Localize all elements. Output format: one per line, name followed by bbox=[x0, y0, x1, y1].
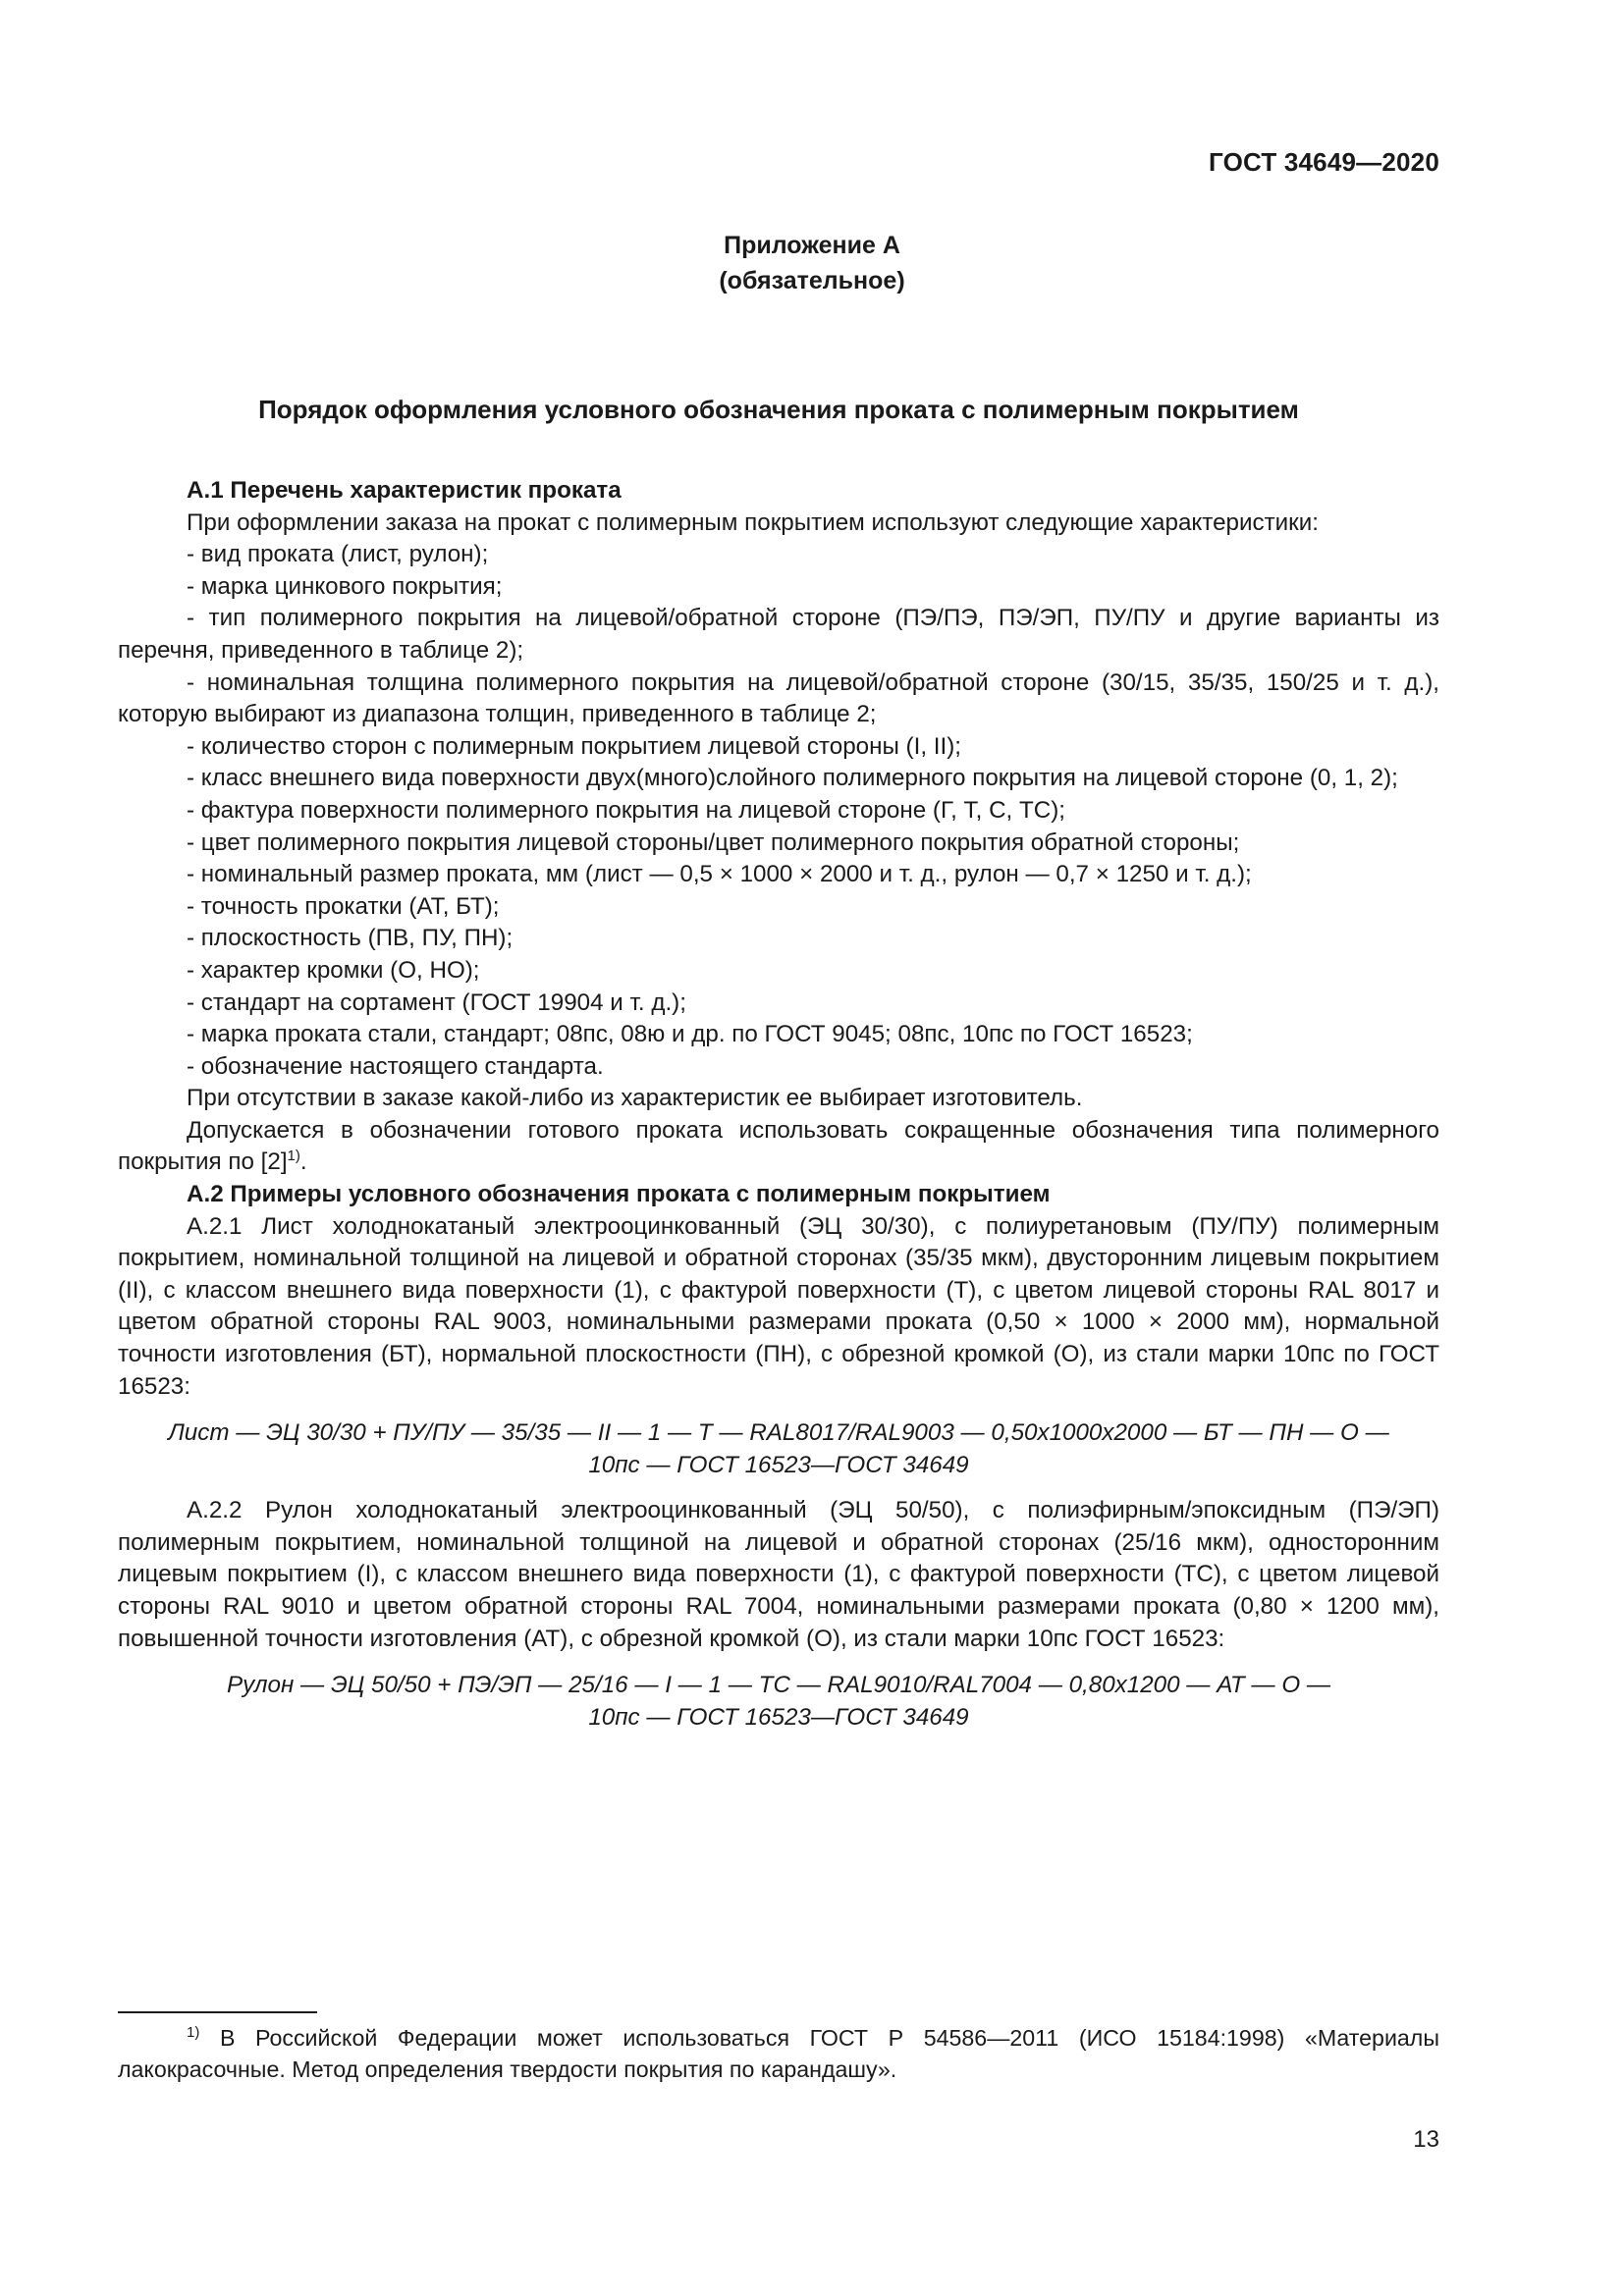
appendix-title: Приложение А bbox=[724, 232, 900, 259]
list-item: - стандарт на сортамент (ГОСТ 19904 и т. д.); bbox=[187, 988, 686, 1016]
footnote-text: В Российской Федерации может использоваться ГОСТ Р 54586—2011 (ИСО 15184:1998) «Материалы лакокрасочные. Метод определения твердости покрытия по карандашу». bbox=[118, 2025, 1439, 2082]
formula-line: Рулон — ЭЦ 50/50 + ПЭ/ЭП — 25/16 — I — 1 — ТС — RAL9010/RAL7004 — 0,80x1200 — АТ — О — bbox=[226, 1672, 1331, 1699]
list-item: - обозначение настоящего стандарта. bbox=[187, 1052, 604, 1080]
standard-id: ГОСТ 34649—2020 bbox=[1209, 147, 1439, 177]
section-a1-heading: А.1 Перечень характеристик проката bbox=[187, 477, 622, 504]
appendix-heading bbox=[0, 228, 1624, 298]
list-item: - номинальная толщина полимерного покрытия на лицевой/обратной стороне (30/15, 35/35, 150/25 и т. д.), которую выбирают из диапазона толщин, приведенного в таблице 2; bbox=[118, 668, 1439, 728]
list-item: - фактура поверхности полимерного покрытия на лицевой стороне (Г, Т, С, ТС); bbox=[187, 796, 1065, 824]
list-item: - класс внешнего вида поверхности двух(много)слойного полимерного покрытия на лицевой стороне (0, 1, 2); bbox=[187, 765, 1398, 792]
footnote-ref: 1) bbox=[287, 1148, 300, 1165]
page-number: 13 bbox=[1413, 2126, 1439, 2153]
formula-a21 bbox=[118, 1416, 1439, 1481]
list-item: - вид проката (лист, рулон); bbox=[187, 541, 489, 568]
list-item: - марка цинкового покрытия; bbox=[187, 572, 503, 600]
section-a1-intro: При оформлении заказа на прокат с полимерным покрытием используют следующие характеристики: bbox=[187, 508, 1319, 536]
formula-line: Лист — ЭЦ 30/30 + ПУ/ПУ — 35/35 — II — 1 — Т — RAL8017/RAL9003 — 0,50x1000x2000 — БТ — ПН — О — bbox=[168, 1419, 1389, 1447]
section-a1-note-abbrev bbox=[118, 1115, 1439, 1179]
formula-a22 bbox=[118, 1669, 1439, 1734]
list-item: - номинальный размер проката, мм (лист — 0,5 × 1000 × 2000 и т. д., рулон — 0,7 × 1250 и т. д.); bbox=[187, 861, 1252, 888]
list-item: - количество сторон с полимерным покрытием лицевой стороны (I, II); bbox=[187, 732, 961, 760]
note-text: Допускается в обозначении готового проката использовать сокращенные обозначения типа полимерного покрытия по [2] bbox=[118, 1116, 1439, 1176]
example-a21: А.2.1 Лист холоднокатаный электрооцинкованный (ЭЦ 30/30), с полиуретановым (ПУ/ПУ) полимерным покрытием, номинальной толщиной на лицевой и обратной сторонах (35/35 мкм), двусторонним лицевым покрытием (II), с классом внешнего вида поверхности (1), с фактурой поверхности (Т), с цветом лицевой стороны RAL 8017 и цветом обратной стороны RAL 9003, номинальными размерами проката (0,50 × 1000 × 2000 мм), нормальной точности изготовления (БТ), нормальной плоскостности (ПН), с обрезной кромкой (О), из стали марки 10пс по ГОСТ 16523: bbox=[118, 1212, 1439, 1400]
appendix-status: (обязательное) bbox=[719, 267, 905, 294]
list-item: - тип полимерного покрытия на лицевой/обратной стороне (ПЭ/ПЭ, ПЭ/ЭП, ПУ/ПУ и другие варианты из перечня, приведенного в таблице 2); bbox=[118, 605, 1439, 664]
list-item: - точность прокатки (АТ, БТ); bbox=[187, 892, 500, 920]
section-a2-heading: А.2 Примеры условного обозначения проката с полимерным покрытием bbox=[187, 1181, 1051, 1208]
footnote bbox=[118, 2022, 1439, 2085]
list-item: - характер кромки (О, НО); bbox=[187, 956, 480, 984]
formula-line: 10пс — ГОСТ 16523—ГОСТ 34649 bbox=[588, 1704, 969, 1732]
formula-line: 10пс — ГОСТ 16523—ГОСТ 34649 bbox=[588, 1452, 969, 1479]
list-item: - плоскостность (ПВ, ПУ, ПН); bbox=[187, 925, 514, 952]
page-title: Порядок оформления условного обозначения проката с полимерным покрытием bbox=[258, 395, 1299, 424]
list-item: - марка проката стали, стандарт; 08пс, 08ю и др. по ГОСТ 9045; 08пс, 10пс по ГОСТ 16523; bbox=[187, 1021, 1193, 1048]
section-a1-note: При отсутствии в заказе какой-либо из характеристик ее выбирает изготовитель. bbox=[187, 1085, 1083, 1112]
footnote-divider bbox=[118, 2011, 317, 2013]
note-end: . bbox=[299, 1148, 307, 1176]
example-a22: А.2.2 Рулон холоднокатаный электрооцинкованный (ЭЦ 50/50), с полиэфирным/эпоксидным (ПЭ/ЭП) полимерным покрытием, номинальной толщиной на лицевой и обратной сторонах (25/16 мкм), односторонним лицевым покрытием (I), с классом внешнего вида поверхности (1), с фактурой поверхности (ТС), с цветом лицевой стороны RAL 9010 и цветом обратной стороны RAL 7004, номинальными размерами проката (0,80 × 1200 мм), повышенной точности изготовления (АТ), с обрезной кромкой (О), из стали марки 10пс ГОСТ 16523: bbox=[118, 1497, 1439, 1652]
document-body bbox=[118, 475, 1439, 1747]
footnote-marker: 1) bbox=[187, 2024, 200, 2041]
list-item: - цвет полимерного покрытия лицевой стороны/цвет полимерного покрытия обратной стороны; bbox=[187, 828, 1240, 856]
